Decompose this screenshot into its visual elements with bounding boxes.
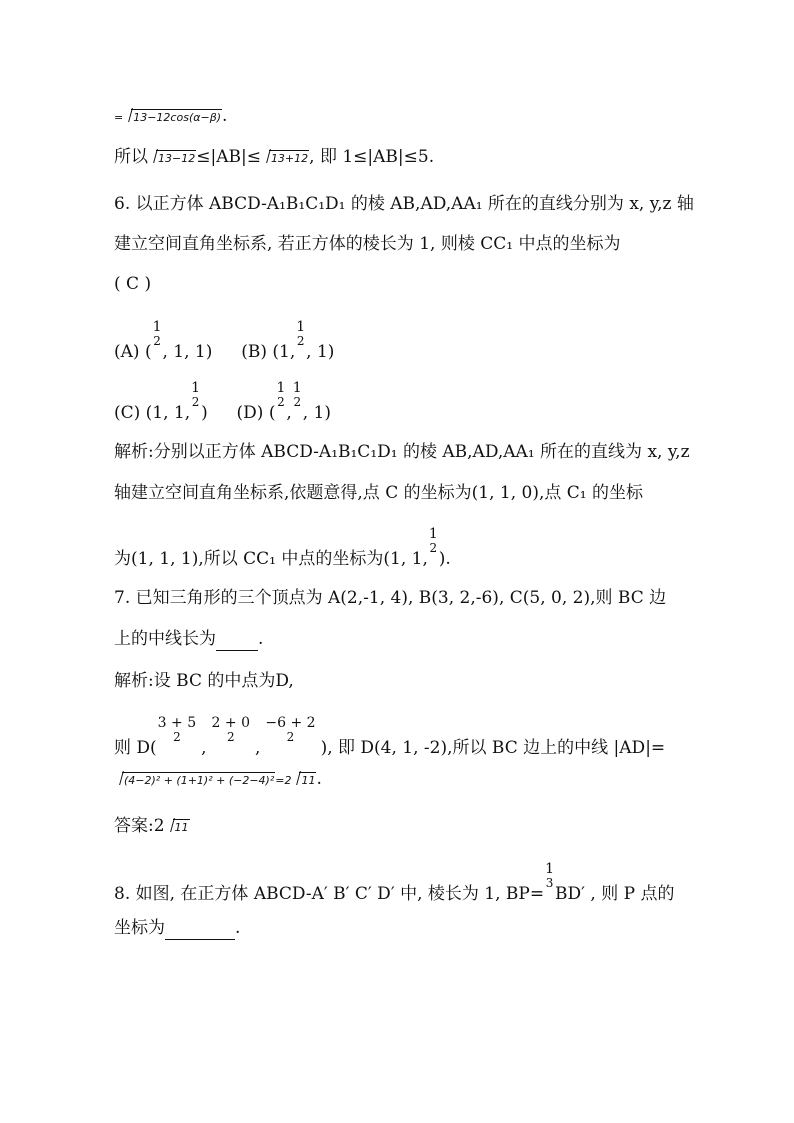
numerator: 1 bbox=[191, 380, 201, 396]
numerator: 1 bbox=[292, 380, 302, 396]
fraction bbox=[275, 381, 286, 410]
option-b-pre: (B) (1, bbox=[241, 341, 296, 362]
numerator: 1 bbox=[152, 319, 162, 335]
denominator: 2 bbox=[277, 395, 285, 410]
radicand: (4−2)² + (1+1)² + (−2−4)² bbox=[124, 774, 275, 787]
numerator: −6 + 2 bbox=[265, 715, 316, 731]
equals-sign: = bbox=[114, 111, 124, 124]
denominator: 2 bbox=[173, 730, 181, 745]
q7-solution-line-1: 解析:设 BC 的中点为D, bbox=[114, 671, 294, 691]
sqrt-lower bbox=[148, 153, 196, 164]
q6-line-2: 建立空间直角坐标系, 若正方体的棱长为 1, 则棱 CC₁ 中点的坐标为 bbox=[114, 234, 621, 254]
denominator: 2 bbox=[153, 334, 161, 349]
q7-solution-line-3 bbox=[114, 771, 322, 788]
question-text-end: BD′ , 则 P 点的 bbox=[555, 883, 675, 904]
sqrt-upper bbox=[261, 153, 309, 164]
denominator: 2 bbox=[191, 395, 200, 410]
radicand: 11 bbox=[174, 821, 189, 834]
q8-line-2 bbox=[114, 920, 240, 940]
numerator: 2 + 0 bbox=[211, 715, 250, 731]
numerator: 1 bbox=[545, 861, 555, 877]
inequality-mid: ≤|AB|≤ bbox=[196, 147, 261, 167]
denominator: 2 bbox=[296, 334, 305, 349]
answer-blank[interactable] bbox=[216, 633, 258, 651]
option-a-pre: (A) ( bbox=[114, 341, 152, 362]
solution-text: 为(1, 1, 1),所以 CC₁ 中点的坐标为(1, 1, bbox=[114, 548, 428, 569]
numerator: 3 + 5 bbox=[157, 715, 197, 731]
radicand: 11 bbox=[301, 774, 316, 787]
conclusion: , 即 1≤|AB|≤5. bbox=[309, 147, 435, 167]
sqrt-eleven bbox=[165, 822, 190, 833]
fraction bbox=[190, 381, 201, 410]
period: . bbox=[222, 106, 228, 126]
period: . bbox=[258, 629, 264, 649]
radicand-lower: 13−12 bbox=[158, 152, 196, 165]
radicand-upper: 13+12 bbox=[270, 152, 309, 165]
denominator: 2 bbox=[226, 730, 235, 745]
option-d-pre: (D) ( bbox=[236, 402, 276, 423]
q6-solution-line-3 bbox=[114, 526, 451, 574]
fraction bbox=[264, 716, 316, 745]
question-text: 坐标为 bbox=[114, 918, 165, 938]
fraction bbox=[152, 320, 163, 349]
q7-line-2 bbox=[114, 631, 263, 651]
solution-text: 则 D( bbox=[114, 737, 157, 758]
text-so: 所以 bbox=[114, 147, 148, 167]
answer-blank[interactable] bbox=[165, 922, 235, 940]
formula-line-1 bbox=[114, 108, 227, 125]
option-a bbox=[114, 319, 213, 362]
sqrt-distance bbox=[114, 775, 275, 786]
radicand: 13−12cos(α−β) bbox=[133, 111, 222, 124]
option-b-post: , 1) bbox=[306, 341, 335, 362]
denominator: 3 bbox=[545, 876, 554, 891]
question-text: 上的中线长为 bbox=[114, 629, 216, 649]
option-c bbox=[114, 380, 208, 423]
period: . bbox=[316, 769, 322, 789]
q6-options-row-1 bbox=[114, 319, 335, 367]
numerator: 1 bbox=[296, 319, 306, 335]
option-d bbox=[236, 380, 331, 423]
sqrt-expression bbox=[123, 112, 222, 123]
formula-line-2 bbox=[114, 149, 434, 166]
denominator: 2 bbox=[429, 541, 438, 556]
option-c-post: ) bbox=[201, 402, 208, 423]
q6-options-row-2 bbox=[114, 380, 331, 428]
q8-line-1 bbox=[114, 861, 675, 909]
option-b bbox=[241, 319, 335, 362]
numerator: 1 bbox=[428, 526, 438, 542]
q6-solution-line-2: 轴建立空间直角坐标系,依题意得,点 C 的坐标为(1, 1, 0),点 C₁ 的坐标 bbox=[114, 483, 643, 503]
q7-line-1: 7. 已知三角形的三个顶点为 A(2,-1, 4), B(3, 2,-6), C(5, 0, 2),则 BC 边 bbox=[114, 588, 667, 608]
denominator: 2 bbox=[286, 730, 295, 745]
q7-answer bbox=[114, 818, 190, 835]
solution-text-end: ), 即 D(4, 1, -2),所以 BC 边上的中线 |AD|= bbox=[320, 737, 666, 758]
solution-end: ). bbox=[438, 548, 451, 569]
period: . bbox=[235, 918, 241, 938]
denominator: 2 bbox=[293, 395, 302, 410]
fraction bbox=[544, 862, 555, 891]
q6-line-1: 6. 以正方体 ABCD-A₁B₁C₁D₁ 的棱 AB,AD,AA₁ 所在的直线分别为 x, y,z 轴 bbox=[114, 194, 694, 214]
option-a-post: , 1, 1) bbox=[162, 341, 213, 362]
q6-answer-paren: ( C ) bbox=[114, 274, 152, 294]
sqrt-eleven bbox=[291, 775, 316, 786]
fraction bbox=[295, 320, 306, 349]
option-c-pre: (C) (1, 1, bbox=[114, 402, 191, 423]
option-d-post: , 1) bbox=[302, 402, 331, 423]
fraction bbox=[157, 716, 197, 745]
comma: , bbox=[286, 402, 292, 423]
answer-label: 答案:2 bbox=[114, 816, 165, 836]
numerator: 1 bbox=[276, 380, 286, 396]
fraction bbox=[292, 381, 303, 410]
q7-solution-line-2: 则 D( 3 + 5 2 , 2 + 0 2 , −6 + 2 2 ), 即 D(4, 1, -2),所以 BC 边上的中线 |AD|= bbox=[114, 715, 666, 758]
q6-solution-line-1: 解析:分别以正方体 ABCD-A₁B₁C₁D₁ 的棱 AB,AD,AA₁ 所在的直线为 x, y,z bbox=[114, 442, 690, 462]
fraction bbox=[428, 527, 439, 556]
equals: =2 bbox=[275, 774, 292, 787]
question-text: 8. 如图, 在正方体 ABCD-A′ B′ C′ D′ 中, 棱长为 1, BP= bbox=[114, 883, 545, 904]
fraction bbox=[211, 716, 251, 745]
